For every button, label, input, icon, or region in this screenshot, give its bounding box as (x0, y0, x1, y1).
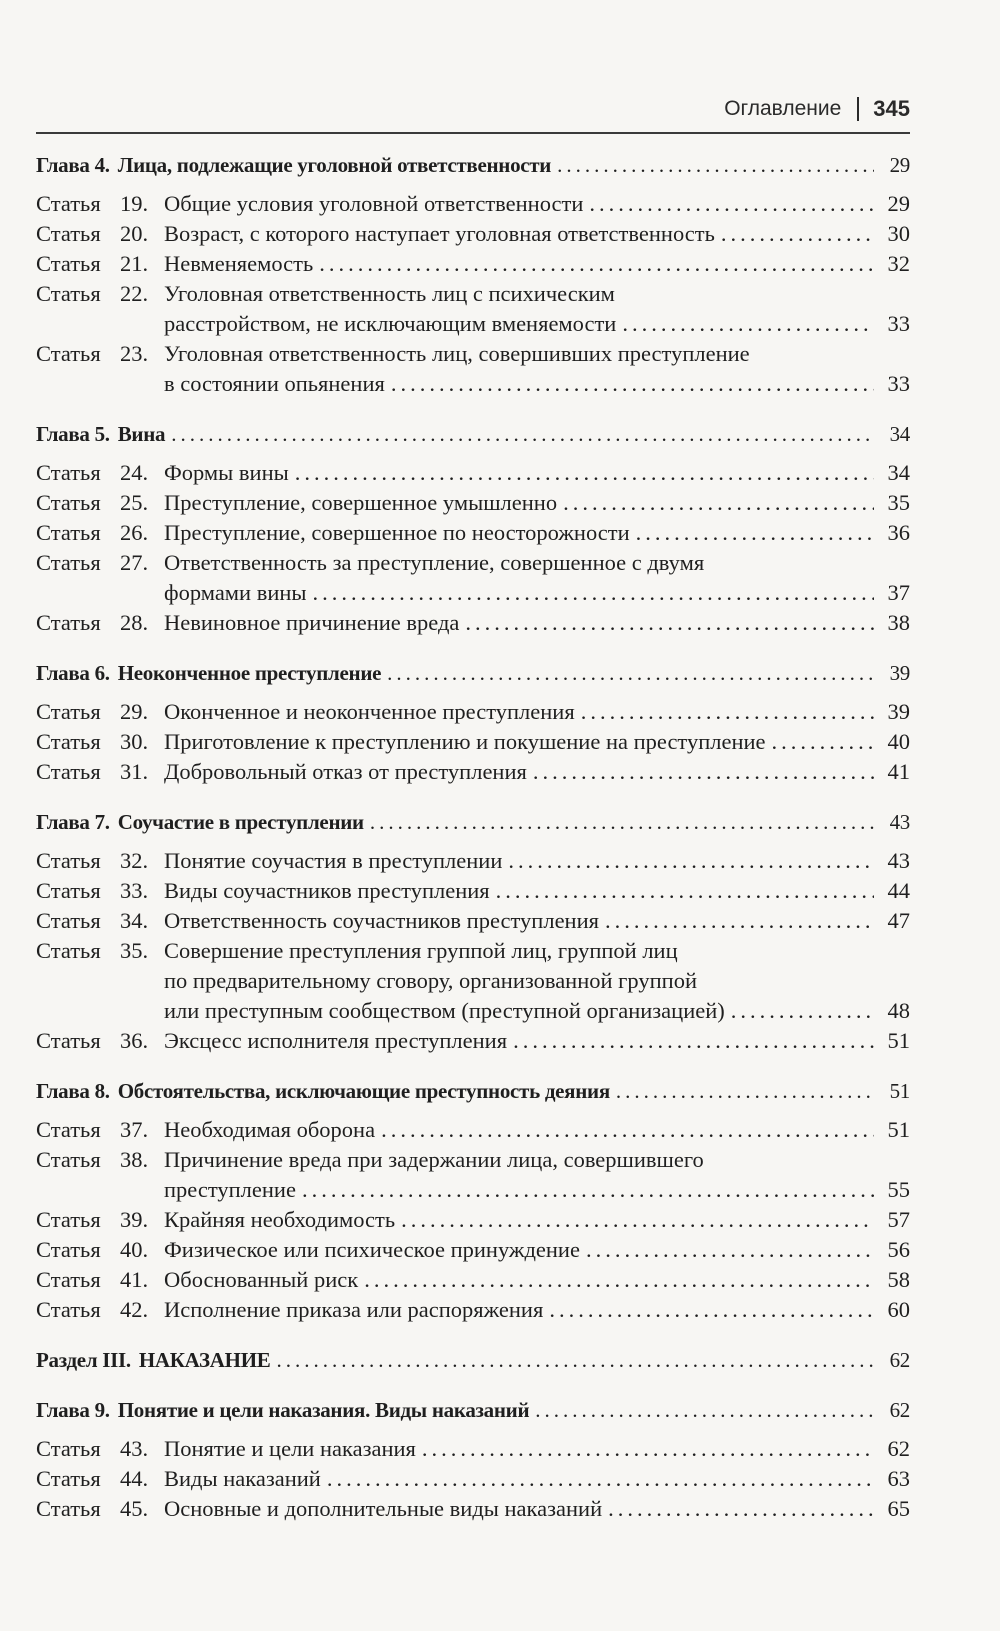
article-number: 41. (120, 1267, 149, 1292)
article-title: Ответственность соучастников преступления (164, 908, 599, 933)
article-entry[interactable] (36, 219, 910, 249)
toc-group (36, 658, 910, 787)
article-number: 40. (120, 1237, 149, 1262)
article-title: Преступление, совершенное по неосторожности (164, 520, 630, 545)
article-label: Статья (36, 1496, 101, 1521)
leader-dots (557, 150, 874, 180)
article-page: 55 (887, 1177, 910, 1202)
article-title: по предварительному сговору, организованной группой (164, 968, 697, 993)
article-title: Причинение вреда при задержании лица, совершившего (164, 1147, 704, 1172)
leader-dots (387, 658, 874, 688)
article-page: 33 (887, 311, 910, 336)
article-page: 63 (887, 1466, 910, 1491)
leader-dots (549, 1295, 874, 1325)
article-label: Статья (36, 1267, 101, 1292)
toc-group (36, 1395, 910, 1524)
article-number: 34. (120, 908, 149, 933)
article-number: 31. (120, 759, 149, 784)
article-entry[interactable] (36, 1205, 910, 1235)
article-title: Оконченное и неоконченное преступления (164, 699, 575, 724)
article-entry[interactable] (36, 1464, 910, 1494)
chapter-label: Раздел III. (36, 1348, 131, 1372)
article-number: 45. (120, 1496, 149, 1521)
chapter-title: Обстоятельства, исключающие преступность деяния (117, 1079, 610, 1103)
article-label: Статья (36, 1297, 101, 1322)
leader-dots (313, 578, 874, 608)
table-of-contents (36, 150, 910, 1544)
article-title: Невиновное причинение вреда (164, 610, 460, 635)
article-entry[interactable] (36, 458, 910, 488)
article-title: Исполнение приказа или распоряжения (164, 1297, 544, 1322)
article-label: Статья (36, 878, 101, 903)
chapter-entry[interactable] (36, 419, 910, 449)
article-page: 38 (887, 610, 910, 635)
leader-dots (381, 1115, 874, 1145)
article-page: 48 (887, 998, 910, 1023)
article-number: 23. (120, 341, 149, 366)
article-page: 47 (887, 908, 910, 933)
leader-dots (721, 219, 874, 249)
chapter-title: Неоконченное преступление (117, 661, 382, 685)
leader-dots (276, 1345, 874, 1375)
article-number: 44. (120, 1466, 149, 1491)
chapter-label: Глава 7. (36, 810, 110, 834)
chapter-page: 34 (889, 422, 910, 446)
article-label: Статья (36, 490, 101, 515)
article-title: Физическое или психическое принуждение (164, 1237, 580, 1262)
article-number: 20. (120, 221, 149, 246)
toc-group (36, 419, 910, 638)
article-label: Статья (36, 938, 101, 963)
article-label: Статья (36, 610, 101, 635)
leader-dots (364, 1265, 874, 1295)
article-title: в состоянии опьянения (164, 371, 385, 396)
leader-dots (622, 309, 874, 339)
leader-dots (171, 419, 874, 449)
article-page: 37 (887, 580, 910, 605)
article-label: Статья (36, 1466, 101, 1491)
chapter-label: Глава 9. (36, 1398, 110, 1422)
article-entry[interactable] (36, 488, 910, 518)
chapter-label: Глава 4. (36, 153, 110, 177)
article-title: Добровольный отказ от преступления (164, 759, 527, 784)
article-number: 25. (120, 490, 149, 515)
chapter-entry[interactable] (36, 1345, 910, 1375)
chapter-page: 62 (889, 1398, 910, 1422)
article-title: Формы вины (164, 460, 289, 485)
article-entry[interactable] (36, 1026, 910, 1056)
article-page: 32 (887, 251, 910, 276)
chapter-entry[interactable] (36, 1395, 910, 1425)
article-number: 42. (120, 1297, 149, 1322)
chapter-page: 43 (889, 810, 910, 834)
article-label: Статья (36, 1436, 101, 1461)
article-title: Понятие соучастия в преступлении (164, 848, 503, 873)
article-page: 40 (887, 729, 910, 754)
leader-dots (581, 697, 874, 727)
leader-dots (586, 1235, 874, 1265)
article-label: Статья (36, 520, 101, 545)
article-label: Статья (36, 221, 101, 246)
article-title: Основные и дополнительные виды наказаний (164, 1496, 603, 1521)
leader-dots (605, 906, 874, 936)
leader-dots (302, 1175, 874, 1205)
leader-dots (608, 1494, 874, 1524)
article-number: 39. (120, 1207, 149, 1232)
article-title: расстройством, не исключающим вменяемости (164, 311, 617, 336)
leader-dots (772, 727, 874, 757)
article-number: 33. (120, 878, 149, 903)
article-title: Виды наказаний (164, 1466, 321, 1491)
article-entry[interactable] (36, 846, 910, 876)
article-entry[interactable] (36, 906, 910, 936)
article-entry[interactable] (36, 1265, 910, 1295)
article-label: Статья (36, 460, 101, 485)
leader-dots (496, 876, 874, 906)
article-number: 36. (120, 1028, 149, 1053)
article-number: 35. (120, 938, 149, 963)
article-page: 34 (887, 460, 910, 485)
leader-dots (563, 488, 874, 518)
article-number: 30. (120, 729, 149, 754)
article-label: Статья (36, 191, 101, 216)
article-number: 21. (120, 251, 149, 276)
article-label: Статья (36, 281, 101, 306)
article-entry[interactable] (36, 1494, 910, 1524)
leader-dots (513, 1026, 874, 1056)
header-rule (36, 132, 910, 134)
leader-dots (535, 1395, 874, 1425)
toc-group (36, 150, 910, 399)
article-title: Общие условия уголовной ответственности (164, 191, 584, 216)
article-title: Совершение преступления группой лиц, группой лиц (164, 938, 678, 963)
article-label: Статья (36, 1028, 101, 1053)
header-page-number: 345 (873, 96, 910, 121)
article-title: Уголовная ответственность лиц, совершивших преступление (164, 341, 750, 366)
article-page: 33 (887, 371, 910, 396)
article-label: Статья (36, 1207, 101, 1232)
article-number: 32. (120, 848, 149, 873)
leader-dots (616, 1076, 874, 1106)
leader-dots (508, 846, 874, 876)
article-page: 60 (887, 1297, 910, 1322)
article-entry[interactable] (36, 876, 910, 906)
chapter-page: 51 (889, 1079, 910, 1103)
article-label: Статья (36, 1237, 101, 1262)
leader-dots (327, 1464, 874, 1494)
article-title: Эксцесс исполнителя преступления (164, 1028, 508, 1053)
article-label: Статья (36, 1147, 101, 1172)
article-label: Статья (36, 341, 101, 366)
article-title: Виды соучастников преступления (164, 878, 490, 903)
article-label: Статья (36, 848, 101, 873)
article-label: Статья (36, 251, 101, 276)
article-entry[interactable] (36, 697, 910, 727)
chapter-page: 62 (889, 1348, 910, 1372)
article-page: 41 (887, 759, 910, 784)
article-entry[interactable] (36, 339, 910, 399)
article-page: 44 (887, 878, 910, 903)
article-number: 27. (120, 550, 149, 575)
chapter-entry[interactable] (36, 150, 910, 180)
article-page: 35 (887, 490, 910, 515)
article-number: 26. (120, 520, 149, 545)
article-entry[interactable] (36, 1115, 910, 1145)
chapter-page: 29 (889, 153, 910, 177)
article-entry[interactable] (36, 279, 910, 339)
article-label: Статья (36, 550, 101, 575)
article-number: 22. (120, 281, 149, 306)
article-title: Ответственность за преступление, совершенное с двумя (164, 550, 705, 575)
article-label: Статья (36, 729, 101, 754)
article-page: 36 (887, 520, 910, 545)
article-entry[interactable] (36, 936, 910, 1026)
article-entry[interactable] (36, 249, 910, 279)
leader-dots (465, 608, 874, 638)
article-page: 51 (887, 1117, 910, 1142)
article-page: 29 (887, 191, 910, 216)
leader-dots (731, 996, 874, 1026)
chapter-title: Понятие и цели наказания. Виды наказаний (117, 1398, 530, 1422)
leader-dots (636, 518, 874, 548)
article-number: 29. (120, 699, 149, 724)
article-entry[interactable] (36, 1235, 910, 1265)
leader-dots (533, 757, 874, 787)
leader-dots (319, 249, 874, 279)
leader-dots (295, 458, 874, 488)
chapter-title: Вина (117, 422, 166, 446)
header-section-title: Оглавление (724, 97, 842, 120)
article-title: Невменяемость (164, 251, 314, 276)
article-page: 56 (887, 1237, 910, 1262)
article-number: 24. (120, 460, 149, 485)
article-entry[interactable] (36, 757, 910, 787)
toc-group (36, 1345, 910, 1375)
article-title: Преступление, совершенное умышленно (164, 490, 558, 515)
article-title: Понятие и цели наказания (164, 1436, 416, 1461)
article-number: 37. (120, 1117, 149, 1142)
chapter-label: Глава 8. (36, 1079, 110, 1103)
leader-dots (370, 807, 874, 837)
article-page: 30 (887, 221, 910, 246)
leader-dots (422, 1434, 874, 1464)
article-title: преступление (164, 1177, 296, 1202)
article-label: Статья (36, 1117, 101, 1142)
article-number: 38. (120, 1147, 149, 1172)
article-entry[interactable] (36, 608, 910, 638)
chapter-title: Лица, подлежащие уголовной ответственности (117, 153, 552, 177)
chapter-label: Глава 5. (36, 422, 110, 446)
article-title: Обоснованный риск (164, 1267, 359, 1292)
running-header (724, 96, 910, 122)
article-title: Крайняя необходимость (164, 1207, 396, 1232)
chapter-title: Соучастие в преступлении (117, 810, 364, 834)
chapter-page: 39 (889, 661, 910, 685)
article-title: Уголовная ответственность лиц с психическим (164, 281, 615, 306)
article-entry[interactable] (36, 1145, 910, 1205)
article-entry[interactable] (36, 548, 910, 608)
article-number: 28. (120, 610, 149, 635)
chapter-title: НАКАЗАНИЕ (138, 1348, 271, 1372)
article-title: Необходимая оборона (164, 1117, 376, 1142)
article-number: 43. (120, 1436, 149, 1461)
article-number: 19. (120, 191, 149, 216)
chapter-label: Глава 6. (36, 661, 110, 685)
article-title: формами вины (164, 580, 307, 605)
article-entry[interactable] (36, 189, 910, 219)
chapter-entry[interactable] (36, 658, 910, 688)
toc-group (36, 1076, 910, 1325)
chapter-entry[interactable] (36, 1076, 910, 1106)
article-label: Статья (36, 699, 101, 724)
article-title: Приготовление к преступлению и покушение на преступление (164, 729, 766, 754)
header-divider (857, 97, 859, 121)
article-page: 65 (887, 1496, 910, 1521)
article-page: 58 (887, 1267, 910, 1292)
article-entry[interactable] (36, 1295, 910, 1325)
article-page: 43 (887, 848, 910, 873)
article-page: 62 (887, 1436, 910, 1461)
leader-dots (391, 369, 874, 399)
article-page: 39 (887, 699, 910, 724)
article-title: или преступным сообществом (преступной организацией) (164, 998, 725, 1023)
article-page: 57 (887, 1207, 910, 1232)
leader-dots (589, 189, 874, 219)
article-title: Возраст, с которого наступает уголовная ответственность (164, 221, 715, 246)
article-entry[interactable] (36, 727, 910, 757)
article-entry[interactable] (36, 518, 910, 548)
leader-dots (401, 1205, 874, 1235)
article-page: 51 (887, 1028, 910, 1053)
toc-group (36, 807, 910, 1056)
article-entry[interactable] (36, 1434, 910, 1464)
article-label: Статья (36, 908, 101, 933)
chapter-entry[interactable] (36, 807, 910, 837)
article-label: Статья (36, 759, 101, 784)
